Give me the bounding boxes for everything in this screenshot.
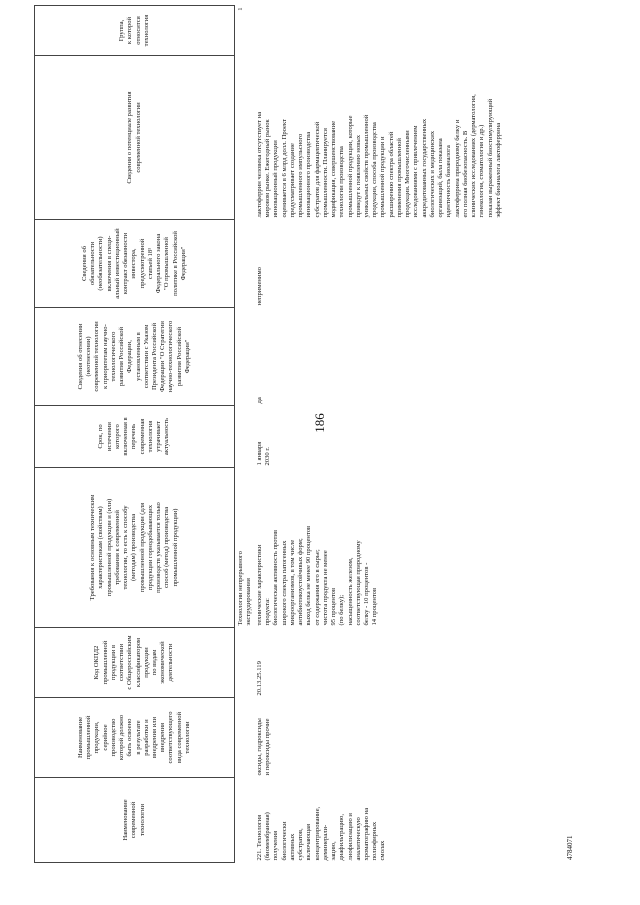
header-term: Срок, по истечении которого включенная в перечень современная технология утрачивает актуальность xyxy=(35,406,235,468)
cell-technology-name xyxy=(254,778,504,863)
cell-group xyxy=(254,6,504,56)
cell-product: оксиды, гидроксиды и пероксиды прочие xyxy=(255,718,272,776)
row-number: 221. xyxy=(255,848,263,861)
table-row xyxy=(254,6,504,863)
cell-potential: лактоферрин человека отсутствует на мировом рынке. Ежегодный рынок инновационный продукции оценивается в 6 млрд долл. Проект предусматривает создание промышленного импульсного инновационного производства субстратов для фармацевтической промышленности. Планируется модификация, совершенствование технологии производства промышленной продукции, которые приведут к появлению новых уникальных свойств промышленной продукции, способа производства промышленной продукции и расширению спектра областей применения промышленной продукции. Многочисленными исследованиями с привлечением аккредитованных государственных биологических и медицинских организаций, была показана идентичность биоаналога лактоферрина природному белку и его полная биобезопасность. В клинических исследованиях (дерматология, гинекология, стоматология и др.) показан выраженный биостимулирующий эффект биоаналога лактоферрина xyxy=(255,94,502,218)
table-subheader-row xyxy=(235,6,255,863)
cell-priority: да xyxy=(255,397,263,404)
table-header-row xyxy=(35,6,235,863)
technology-table xyxy=(34,5,505,863)
cell-requirements: технические характеристики продукта: биологическая активность против широкого спектра патогенных микроорганизмов, в том числе антибиотикоустойчивых форм; выход белка не менее 90 процентов от содержания его в сырье; чистота продукта не менее 95 процентов (по белку); насыщенность железом, соответствующая природному белку - 10 процентов - 14 процентов xyxy=(255,525,379,626)
header-product-name: Наименование промышленной продукции, серийное производство которой должно быть освоено в результате разработки и внедрения или внедрения соответствующего вида современной технологии xyxy=(35,698,235,778)
header-requirements: Требования к основным техническим характеристикам (свойствам) промышленной продукции и (или) требования к современной технологии, то есть к способу (методам) производства промышленной продукции (для продукции горнодобывающих производств указывается только способ (метод) производства промышленной продукции) xyxy=(35,468,235,628)
cell-term: 1 января 2030 г. xyxy=(255,441,272,466)
cell-obligation: неприменимо xyxy=(255,267,263,306)
header-priority: Сведения об отнесении (неотнесении) современной технологии к приоритетам научно- технологического развития Российской Федерации, установленным в соответствии с Указом Президента Российской Федерации "О Стратегии научно-технологического развития Российской Федерации" xyxy=(35,308,235,406)
row-technology-name: Технология (биомембранная) получения биологически активных субстратов, включающая концентрирование, деминерали- зацию, диафильтрацию, лиофилизацию и аналитическую хроматографию на полиэфирных смолах xyxy=(255,806,387,861)
document-id: 4784071 xyxy=(566,835,574,860)
header-group: Группа, к которой относится технология xyxy=(35,6,235,56)
cell-okpd2: 20.13.25.119 xyxy=(255,661,263,696)
rotated-table-container xyxy=(34,6,604,863)
header-okpd2-code: Код ОКПД2 промышленной продукции в соответствии с Общероссийским классификатором продукции по видам экономической деятельности xyxy=(35,628,235,698)
header-potential: Сведения о потенциале развития современной технологии xyxy=(35,56,235,220)
header-obligation: Сведения об обязательности (необязательности) включения в специ- альный инвестиционный контракт обязанности инвестора, предусмотренной статьей 18¹ Федерального закона "О промышленной политике в Российской Федерации" xyxy=(35,220,235,308)
subheader-label: Технологии непрерывного экструдирования xyxy=(236,551,252,626)
header-technology-name: Наименование современной технологии xyxy=(35,778,235,863)
column-index: 1 xyxy=(236,7,244,11)
page-number: 186 xyxy=(312,413,327,433)
